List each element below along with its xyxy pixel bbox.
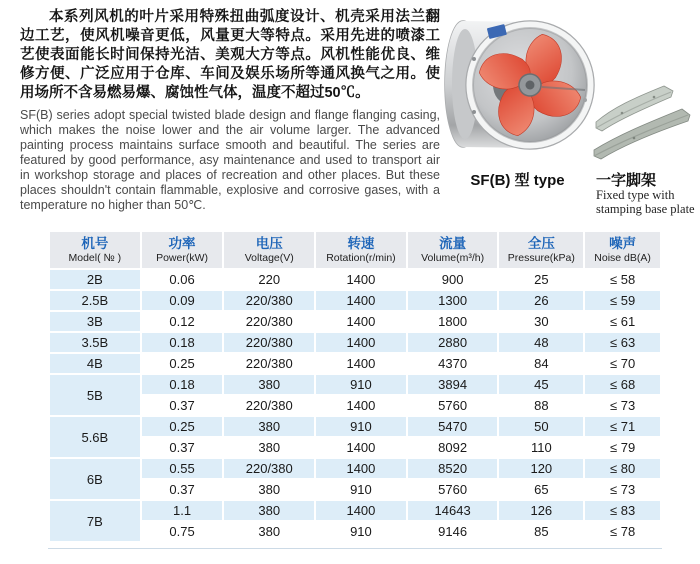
cell-volume: 1300	[408, 291, 498, 310]
base-plate-image	[592, 80, 697, 168]
header-voltage-cn: 电压	[255, 236, 283, 251]
cell-volume: 900	[408, 270, 498, 289]
cell-power: 0.12	[142, 312, 223, 331]
cell-power: 0.55	[142, 459, 223, 478]
base-plate-label-en: Fixed type with stamping base plate	[596, 188, 695, 216]
table-row	[50, 501, 660, 520]
cell-rotation: 910	[316, 522, 406, 541]
cell-model: 3.5B	[50, 333, 140, 352]
table-bottom-rule	[48, 548, 662, 549]
cell-power: 1.1	[142, 501, 223, 520]
cell-rotation: 1400	[316, 270, 406, 289]
cell-noise: ≤ 70	[585, 354, 660, 373]
table-row	[50, 480, 660, 499]
base-plate-label-cn: 一字脚架	[596, 172, 657, 189]
cell-voltage: 220/380	[224, 312, 314, 331]
cell-voltage: 380	[224, 375, 314, 394]
cell-power: 0.25	[142, 417, 223, 436]
table-row	[50, 270, 660, 289]
cell-rotation: 1400	[316, 291, 406, 310]
cell-power: 0.25	[142, 354, 223, 373]
column-header-model	[50, 232, 140, 268]
cell-rotation: 1400	[316, 312, 406, 331]
column-header-power	[142, 232, 223, 268]
header-rotation-cn: 转速	[347, 236, 375, 251]
cell-volume: 9146	[408, 522, 498, 541]
cell-volume: 8092	[408, 438, 498, 457]
header-voltage-en: Voltage(V)	[244, 252, 294, 264]
column-header-rotation	[316, 232, 406, 268]
english-description: SF(B) series adopt special twisted blade design and flange flanging casing, which makes the noise lower and the air volume larger. The advanced painting process maintains surface smooth and beautiful. The series are featured by good performance, asy maintenance and used to transport air in workshop storage and places of recreation and other places. But these places shouldn't contain flammable, explosive and corrosive gases, with a temperature no higher than 50℃.	[20, 108, 440, 212]
table-row	[50, 438, 660, 457]
cell-volume: 14643	[408, 501, 498, 520]
column-header-noise	[585, 232, 660, 268]
header-rotation-en: Rotation(r/min)	[326, 252, 396, 264]
column-header-volume	[408, 232, 498, 268]
header-volume-cn: 流量	[439, 236, 467, 251]
cell-noise: ≤ 68	[585, 375, 660, 394]
cell-model: 5.6B	[50, 417, 140, 457]
header-pressure-cn: 全压	[527, 236, 555, 251]
axial-fan-image	[440, 2, 595, 170]
cell-pressure: 85	[499, 522, 583, 541]
cell-pressure: 110	[499, 438, 583, 457]
cell-rotation: 910	[316, 480, 406, 499]
cell-volume: 3894	[408, 375, 498, 394]
cell-noise: ≤ 63	[585, 333, 660, 352]
header-volume-en: Volume(m³/h)	[421, 252, 485, 264]
cell-noise: ≤ 71	[585, 417, 660, 436]
header-power-en: Power(kW)	[156, 252, 208, 264]
cell-model: 2B	[50, 270, 140, 289]
cell-volume: 5760	[408, 396, 498, 415]
table-row	[50, 333, 660, 352]
cell-volume: 8520	[408, 459, 498, 478]
cell-pressure: 126	[499, 501, 583, 520]
cell-model: 3B	[50, 312, 140, 331]
cell-rotation: 1400	[316, 354, 406, 373]
cell-rotation: 1400	[316, 438, 406, 457]
cell-rotation: 1400	[316, 459, 406, 478]
cell-pressure: 84	[499, 354, 583, 373]
table-row	[50, 459, 660, 478]
cell-pressure: 45	[499, 375, 583, 394]
cell-pressure: 50	[499, 417, 583, 436]
header-noise-cn: 噪声	[609, 236, 637, 251]
cell-volume: 2880	[408, 333, 498, 352]
table-row	[50, 375, 660, 394]
cell-volume: 4370	[408, 354, 498, 373]
cell-power: 0.18	[142, 375, 223, 394]
cell-power: 0.18	[142, 333, 223, 352]
cell-voltage: 380	[224, 417, 314, 436]
cell-model: 2.5B	[50, 291, 140, 310]
cell-voltage: 380	[224, 438, 314, 457]
cell-volume: 1800	[408, 312, 498, 331]
cell-noise: ≤ 80	[585, 459, 660, 478]
cell-rotation: 910	[316, 417, 406, 436]
cell-noise: ≤ 79	[585, 438, 660, 457]
cell-power: 0.75	[142, 522, 223, 541]
cell-power: 0.37	[142, 480, 223, 499]
cell-rotation: 1400	[316, 501, 406, 520]
cell-pressure: 120	[499, 459, 583, 478]
column-header-pressure	[499, 232, 583, 268]
cell-voltage: 380	[224, 522, 314, 541]
cell-voltage: 220/380	[224, 396, 314, 415]
table-row	[50, 396, 660, 415]
cell-rotation: 1400	[316, 396, 406, 415]
cell-voltage: 220/380	[224, 291, 314, 310]
cell-rotation: 910	[316, 375, 406, 394]
cell-noise: ≤ 59	[585, 291, 660, 310]
description-block	[20, 8, 440, 213]
cell-model: 7B	[50, 501, 140, 541]
cell-power: 0.37	[142, 438, 223, 457]
specification-table	[48, 230, 662, 543]
table-row	[50, 417, 660, 436]
header-row	[50, 232, 660, 268]
header-power-cn: 功率	[168, 236, 196, 251]
cell-model: 5B	[50, 375, 140, 415]
header-pressure-en: Pressure(kPa)	[507, 252, 575, 264]
fan-type-label: SF(B) 型 type	[470, 172, 565, 189]
cell-power: 0.37	[142, 396, 223, 415]
cell-power: 0.09	[142, 291, 223, 310]
cell-noise: ≤ 73	[585, 396, 660, 415]
cell-model: 6B	[50, 459, 140, 499]
cell-pressure: 30	[499, 312, 583, 331]
table-row	[50, 291, 660, 310]
cell-volume: 5760	[408, 480, 498, 499]
cell-pressure: 48	[499, 333, 583, 352]
cell-model: 4B	[50, 354, 140, 373]
cell-voltage: 220/380	[224, 333, 314, 352]
header-model-en: Model( № )	[68, 252, 122, 264]
cell-pressure: 25	[499, 270, 583, 289]
cell-volume: 5470	[408, 417, 498, 436]
cell-voltage: 220/380	[224, 459, 314, 478]
cell-pressure: 26	[499, 291, 583, 310]
cell-rotation: 1400	[316, 333, 406, 352]
table-row	[50, 522, 660, 541]
cell-pressure: 65	[499, 480, 583, 499]
cell-noise: ≤ 83	[585, 501, 660, 520]
cell-noise: ≤ 61	[585, 312, 660, 331]
table-row	[50, 312, 660, 331]
chinese-description: 本系列风机的叶片采用特殊扭曲弧度设计、机壳采用法兰翻边工艺，使风机噪音更低，风量更大等特点。采用先进的喷漆工艺使表面能长时间保持光洁、美观大方等点。风机性能优良、维修方便、广泛应用于仓库、车间及娱乐场所等通风换气之用。使用场所不含易燃易爆、腐蚀性气体，温度不超过50℃。	[20, 9, 440, 101]
column-header-voltage	[224, 232, 314, 268]
cell-noise: ≤ 73	[585, 480, 660, 499]
cell-voltage: 380	[224, 501, 314, 520]
cell-noise: ≤ 58	[585, 270, 660, 289]
cell-voltage: 220	[224, 270, 314, 289]
cell-noise: ≤ 78	[585, 522, 660, 541]
cell-voltage: 220/380	[224, 354, 314, 373]
cell-voltage: 380	[224, 480, 314, 499]
table-row	[50, 354, 660, 373]
cell-power: 0.06	[142, 270, 223, 289]
cell-pressure: 88	[499, 396, 583, 415]
header-noise-en: Noise dB(A)	[594, 252, 651, 264]
header-model-cn: 机号	[81, 236, 109, 251]
